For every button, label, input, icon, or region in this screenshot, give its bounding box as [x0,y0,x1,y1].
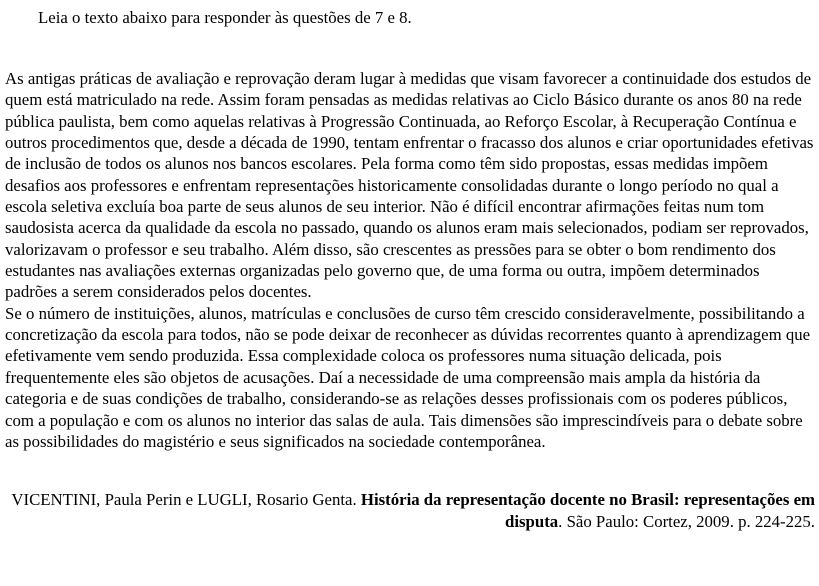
body-paragraph-1: As antigas práticas de avaliação e reprovação deram lugar à medidas que visam favorecer a continuidade dos estudos de quem está matriculado na rede. Assim foram pensadas as medidas relativas ao Ciclo Básico durante os anos 80 na rede pública paulista, bem como aquelas relativas à Progressão Continuada, ao Reforço Escolar, à Recuperação Contínua e outros procedimentos que, desde a década de 1990, tentam enfrentar o fracasso dos alunos e criar oportunidades efetivas de inclusão de todos os alunos nos bancos escolares. Pela forma como têm sido propostas, essas medidas impõem desafios aos professores e enfrentam representações historicamente consolidadas durante o longo período no qual a escola seletiva excluía boa parte de seus alunos de seu interior. Não é difícil encontrar afirmações feitas num tom saudosista acerca da qualidade da escola no passado, quando os alunos eram mais selecionados, podiam ser reprovados, valorizavam o professor e seu trabalho. Além disso, são crescentes as pressões para se obter o bom rendimento dos estudantes nas avaliações externas organizadas pelo governo que, de uma forma ou outra, impõem determinados padrões a serem considerados pelos docentes. [5,69,814,302]
citation-authors: VICENTINI, Paula Perin e LUGLI, Rosario Genta. [11,490,361,510]
citation-title: História da representação docente no Brasil: representações em disputa [360,490,815,531]
citation [5,489,815,532]
citation-publication: . São Paulo: Cortez, 2009. p. 224-225. [558,511,815,531]
instruction-line: Leia o texto abaixo para responder às questões de 7 e 8. [38,8,412,27]
body-paragraph-2: Se o número de instituições, alunos, matrículas e conclusões de curso têm crescido consideravelmente, possibilitando a concretização da escola para todos, não se pode deixar de reconhecer as dúvidas recorrentes quanto à aprendizagem que efetivamente vem sendo produzida. Essa complexidade coloca os professores numa situação delicada, pois frequentemente eles são objetos de acusações. Daí a necessidade de uma compreensão mais ampla da história da categoria e de suas condições de trabalho, considerando-se as relações desses profissionais com os poderes públicos, com a população e com os alunos no interior das salas de aula. Tais dimensões são imprescindíveis para o debate sobre as possibilidades do magistério e seus significados na sociedade contemporânea. [5,303,811,451]
